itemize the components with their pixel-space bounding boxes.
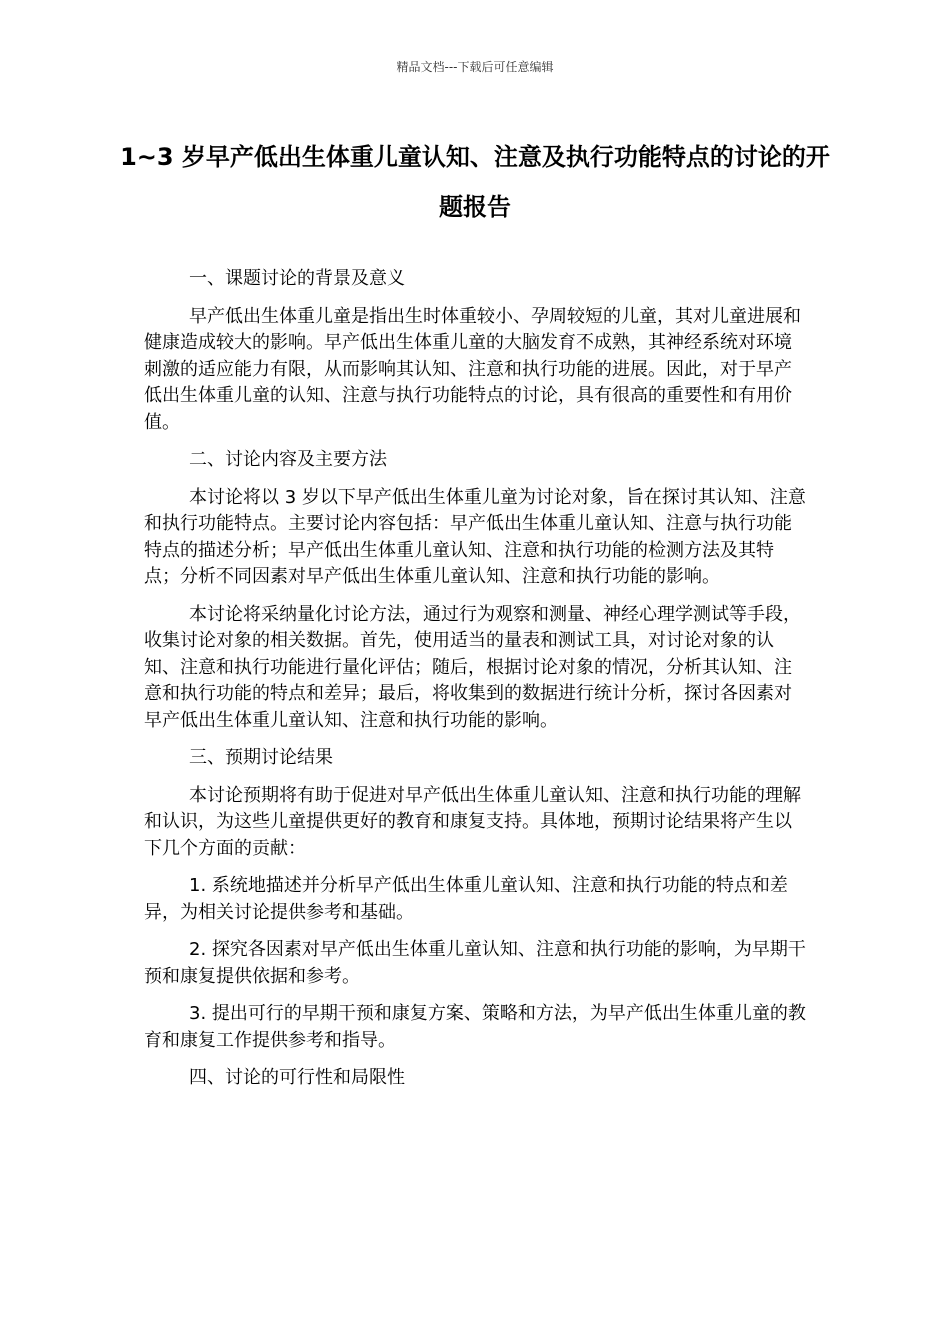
paragraph-expected-intro: 本讨论预期将有助于促进对早产低出生体重儿童认知、注意和执行功能的理解和认识，为这些儿童提供更好的教育和康复支持。具体地，预期讨论结果将产生以下几个方面的贡献： bbox=[144, 784, 801, 859]
paragraph-background: 早产低出生体重儿童是指出生时体重较小、孕周较短的儿童，其对儿童进展和健康造成较大的影响。早产低出生体重儿童的大脑发育不成熟，其神经系统对环境刺激的适应能力有限，从而影响其认知、注意和执行功能的进展。因此，对于早产低出生体重儿童的认知、注意与执行功能特点的讨论，具有很高的重要性和有用价值。 bbox=[144, 305, 801, 433]
paragraph-methods: 本讨论将采纳量化讨论方法，通过行为观察和测量、神经心理学测试等手段，收集讨论对象的相关数据。首先，使用适当的量表和测试工具，对讨论对象的认知、注意和执行功能进行量化评估；随后，根据讨论对象的情况，分析其认知、注意和执行功能的特点和差异；最后，将收集到的数据进行统计分析，探讨各因素对早产低出生体重儿童认知、注意和执行功能的影响。 bbox=[144, 603, 801, 731]
section-heading-content-methods: 二、讨论内容及主要方法 bbox=[189, 449, 387, 470]
section-heading-expected-results: 三、预期讨论结果 bbox=[189, 747, 333, 768]
list-item-result-3: 3. 提出可行的早期干预和康复方案、策略和方法，为早产低出生体重儿童的教育和康复工作提供参考和指导。 bbox=[144, 1003, 806, 1051]
paragraph-content: 本讨论将以 3 岁以下早产低出生体重儿童为讨论对象，旨在探讨其认知、注意和执行功能特点。主要讨论内容包括：早产低出生体重儿童认知、注意与执行功能特点的描述分析；早产低出生体重儿童认知、注意和执行功能的检测方法及其特点；分析不同因素对早产低出生体重儿童认知、注意和执行功能的影响。 bbox=[144, 486, 806, 587]
section-heading-feasibility: 四、讨论的可行性和局限性 bbox=[189, 1067, 405, 1088]
list-item-result-1: 1. 系统地描述并分析早产低出生体重儿童认知、注意和执行功能的特点和差异，为相关讨论提供参考和基础。 bbox=[144, 875, 788, 923]
section-heading-background: 一、课题讨论的背景及意义 bbox=[189, 268, 405, 289]
list-item-result-2: 2. 探究各因素对早产低出生体重儿童认知、注意和执行功能的影响，为早期干预和康复提供依据和参考。 bbox=[144, 939, 806, 987]
document-body bbox=[144, 266, 808, 1103]
document-title: 1~3 岁早产低出生体重儿童认知、注意及执行功能特点的讨论的开题报告 bbox=[120, 143, 830, 221]
page-header-watermark: 精品文档---下载后可任意编辑 bbox=[396, 60, 554, 74]
